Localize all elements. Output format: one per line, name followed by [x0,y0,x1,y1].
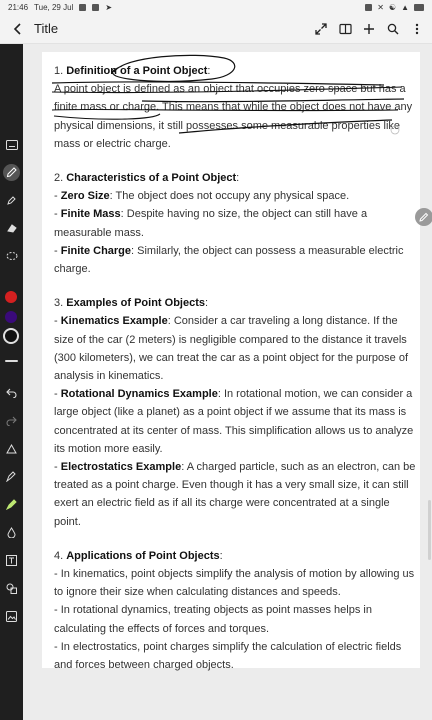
search-button[interactable] [386,22,400,36]
shapes-tool-button[interactable] [3,580,20,597]
plus-icon [363,23,375,35]
pen-icon [6,167,17,178]
note-page[interactable] [42,52,420,672]
note-content [54,62,416,674]
more-vertical-icon [415,23,419,35]
list-item: - In kinematics, point objects simplify the analysis of motion by allowing us to ignore their size when calculating distances and speeds. [54,568,415,599]
text-box-tool-button[interactable] [3,552,20,569]
section-heading: 2. Characteristics of a Point Object: [54,172,240,185]
list-item: - Electrostatics Example: A charged particle, such as an electron, can be treated as a point charge. Even though it has a very small size, it can still exert an electric field as if all its charge were concentrated at a single point. [54,461,416,528]
expand-icon [315,23,327,35]
page-title[interactable]: Title [34,21,59,36]
book-icon [339,23,352,35]
eraser-icon [6,223,17,234]
floating-pen-button[interactable] [415,208,432,226]
shape-tool-button[interactable] [3,440,20,457]
add-button[interactable] [362,22,376,36]
list-item: - Kinematics Example: Consider a car traveling a long distance. If the size of the car (2 meters) is negligible compared to the distance it travels (300 kilometers), we can treat the car as a point object for the purpose of analysis in kinematics. [54,315,409,383]
list-item: - In electrostatics, point charges simplify the calculation of electric fields and forces between charged objects. [54,640,402,672]
more-options-button[interactable] [410,22,424,36]
pen-plus-icon [6,471,17,482]
lasso-icon [6,251,18,262]
lasso-tool-button[interactable] [3,248,20,265]
shapes-icon [6,583,17,594]
image-icon [6,611,17,622]
color-red-swatch[interactable] [5,291,17,303]
status-bar [0,0,432,14]
redo-icon [6,416,17,426]
pen-tool-button[interactable] [3,164,20,181]
status-date: Tue, 29 Jul [34,2,74,12]
app-bar [0,14,432,44]
drawing-toolbar [0,44,23,720]
reading-mode-button[interactable] [338,22,352,36]
wifi-icon: ☯ [388,2,397,12]
list-item: - Rotational Dynamics Example: In rotational motion, we can consider a large object (like a planet) as a point object if we assume that its mass is concentrated at its center of mass. This simplification allows us to analyze its motion more easily. [54,388,414,455]
list-item: - Zero Size: The object does not occupy any physical space. [54,190,350,203]
keyboard-icon [6,140,18,150]
text-highlight-tool-button[interactable] [3,468,20,485]
list-item: - Finite Mass: Despite having no size, the object can still have a measurable mass. [54,208,368,239]
ink-fill-tool-button[interactable] [3,524,20,541]
battery-icon [414,4,424,11]
marker-tool-button[interactable] [3,496,20,513]
signal-icon: ▲ [401,2,409,12]
undo-button[interactable] [3,384,20,401]
list-item: - In rotational dynamics, treating objects as point masses helps in calculating the effects of forces and torques. [54,604,372,635]
pen-icon [419,212,429,222]
definition-paragraph: A point object is defined as an object that occupies zero space but has a finite mass or charge. This means that while the object does not have any physical dimensions, it still possesses some measurable properties like mass or electric charge. [54,83,413,150]
chevron-left-icon [12,23,24,35]
triangle-ruler-icon [6,443,17,454]
section-heading: 3. Examples of Point Objects: [54,297,209,310]
fill-icon [6,527,17,538]
highlighter-tool-button[interactable] [3,192,20,209]
back-button[interactable] [8,19,28,39]
mute-icon: ✕ [377,2,384,12]
list-item: - Finite Charge: Similarly, the object can possess a measurable electric charge. [54,244,404,276]
alarm-icon [365,4,372,11]
color-purple-swatch[interactable] [5,311,17,323]
search-icon [387,23,399,35]
telegram-icon: ➤ [105,2,113,12]
notification-icon [92,4,99,11]
keyboard-tool-button[interactable] [3,136,20,153]
eraser-tool-button[interactable] [3,220,20,237]
scrollbar-thumb[interactable] [428,500,431,560]
stroke-width-bar[interactable] [5,360,18,362]
highlighter-icon [6,195,17,206]
section-heading: 4. Applications of Point Objects: [54,549,223,562]
section-heading: 1. Definition of a Point Object: [54,65,211,77]
image-tool-button[interactable] [3,608,20,625]
color-black-swatch[interactable] [3,328,19,344]
marker-icon [6,499,17,510]
text-box-icon [6,555,17,566]
redo-button[interactable] [3,412,20,429]
status-time: 21:46 [8,2,29,12]
undo-icon [6,388,17,398]
expand-button[interactable] [314,22,328,36]
notification-icon [79,4,86,11]
